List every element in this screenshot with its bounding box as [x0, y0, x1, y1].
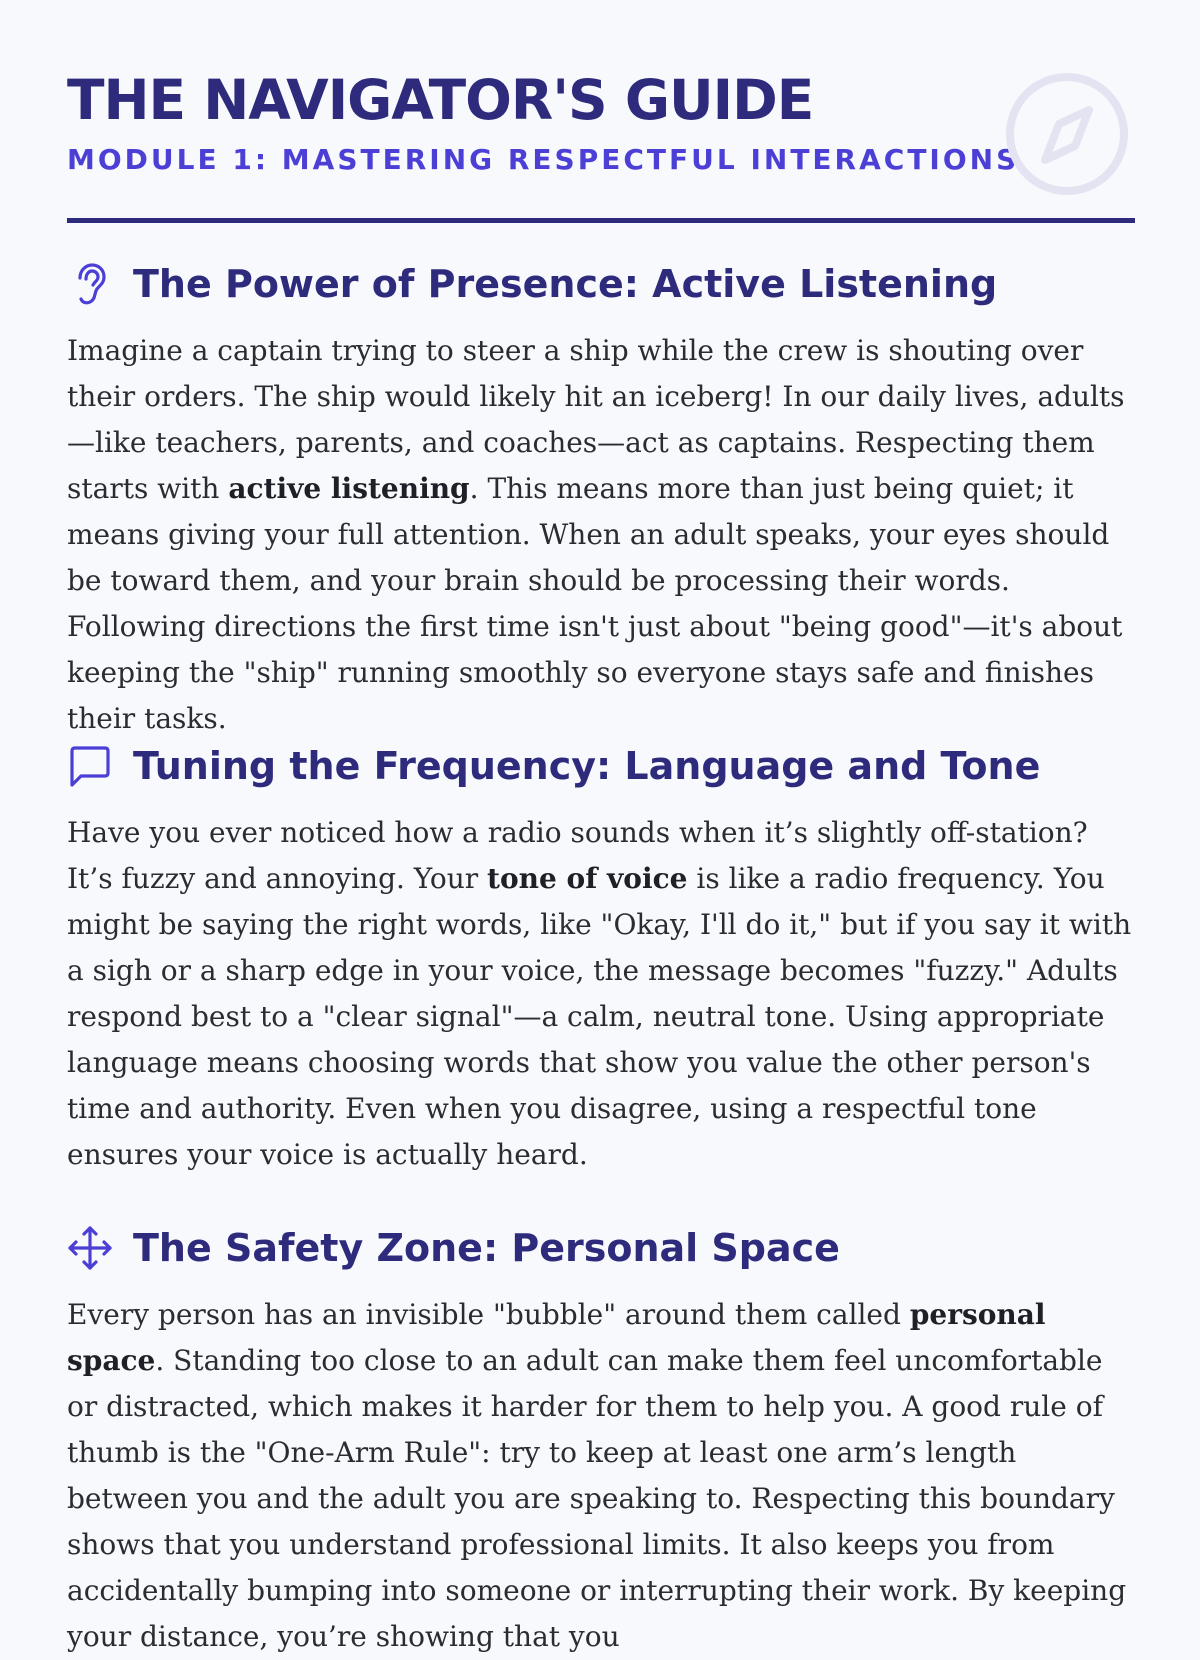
paragraph-text: . Standing too close to an adult can make them feel uncomfortable or distracted, which makes it harder for them to help you. A good rule of thumb is the "One-Arm Rule": try to keep at least one arm’s length between you and the adult you are speaking to. Respecting this boundary shows that you understand professional limits. It also keeps you from accidentally bumping into someone or interrupting their work. By keeping your distance, you’re showing that you [67, 1344, 1127, 1653]
paragraph-text: Have you ever noticed how a radio sounds when it’s slightly off-station? It’s fuzzy and annoying. Your [67, 816, 1088, 895]
section-title: The Power of Presence: Active Listening [133, 262, 998, 306]
paragraph-text: Imagine a captain trying to steer a ship while the crew is shouting over their orders. The ship would likely hit an iceberg! In our daily lives, adults—like teachers, parents, and coaches—act as captains. Respecting them starts with [67, 334, 1125, 505]
page-title: THE NAVIGATOR'S GUIDE [67, 68, 814, 132]
section-active-listening [67, 258, 1135, 742]
section-paragraph [67, 1292, 1135, 1660]
section-title: The Safety Zone: Personal Space [133, 1226, 840, 1270]
section-paragraph [67, 328, 1135, 742]
section-heading [67, 1222, 1135, 1274]
compass-icon [1005, 72, 1129, 196]
paragraph-text: . This means more than just being quiet; it means giving your full attention. When an adult speaks, your eyes should be toward them, and your brain should be processing their words. Following directions the first time isn't just about "being good"—it's about keeping the "ship" running smoothly so everyone stays safe and finishes their tasks. [67, 472, 1123, 735]
section-title: Tuning the Frequency: Language and Tone [133, 744, 1041, 788]
speech-bubble-icon [67, 743, 113, 789]
module-subtitle: MODULE 1: MASTERING RESPECTFUL INTERACTIONS [67, 143, 1020, 176]
move-arrows-icon [67, 1225, 113, 1271]
section-heading [67, 258, 1135, 310]
key-term: active listening [228, 472, 470, 505]
ear-icon [67, 261, 113, 307]
section-paragraph [67, 810, 1135, 1178]
paragraph-text: Every person has an invisible "bubble" around them called [67, 1298, 910, 1331]
section-heading [67, 740, 1135, 792]
section-language-tone [67, 740, 1135, 1178]
document-page [67, 0, 1135, 1653]
paragraph-text: is like a radio frequency. You might be saying the right words, like "Okay, I'll do it," but if you say it with a sigh or a sharp edge in your voice, the message becomes "fuzzy." Adults respond best to a "clear signal"—a calm, neutral tone. Using appropriate language means choosing words that show you value the other person's time and authority. Even when you disagree, using a respectful tone ensures your voice is actually heard. [67, 862, 1132, 1171]
section-personal-space [67, 1222, 1135, 1660]
key-term: tone of voice [487, 862, 688, 895]
page-header [67, 0, 1135, 223]
key-term: personal space [67, 1298, 1046, 1377]
